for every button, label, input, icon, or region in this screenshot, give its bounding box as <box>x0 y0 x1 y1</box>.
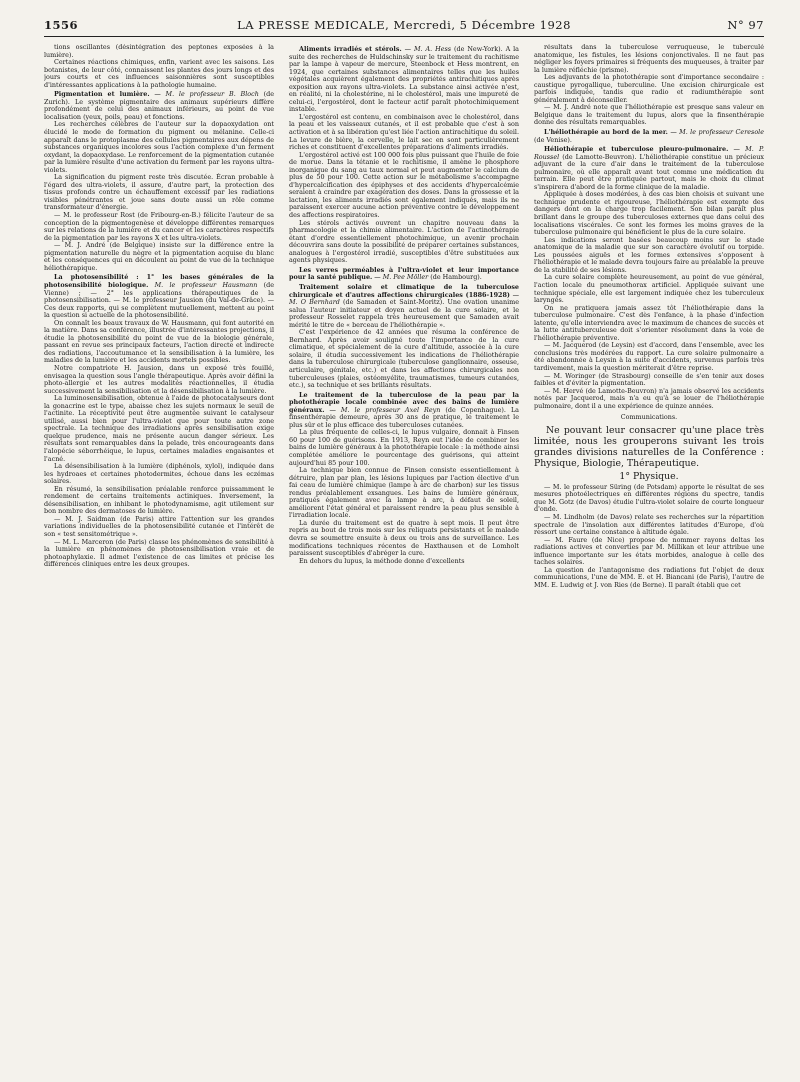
section-author: — M. Pee Möller <box>372 273 431 282</box>
section-title: Héliothérapie et tuberculose pleuro-pulmonaire. <box>544 145 729 154</box>
paragraph: Appliquée à doses modérées, à des cas bien choisis et suivant une technique prudente et rigoureuse, l'héliothérapie est exempte des dangers dont on la charge trop facilement. Son bilan paraît plus brillant dans le groupe des tuberculoses externes que dans celui des localisations viscérales. Ce sont les formes les moins graves de la tuberculose pulmonaire qui bénéficient le plus de la cure solaire. <box>534 190 764 237</box>
section-title: Traitement solaire et climatique de la tuberculose chirurgicale et d'autres affections chirurgicales (1886-1928) <box>289 282 519 299</box>
paragraph: Les recherches célèbres de l'auteur sur la dopaoxydation ont élucidé le mode de formation du pigment ou mélanine. Celle-ci apparaît dans le protoplasme des cellules pigmentaires aux dépens de substances organiques incolores sous l'action complexe d'un ferment oxydant, la dopaoxydase. Le renforcement de la pigmentation cutanée par la lumière résulte d'une activation du ferment par les rayons ultra-violets. <box>44 120 274 174</box>
paragraph: Ne pouvant leur consacrer qu'une place très limitée, nous les grouperons suivant les trois grandes divisions naturelles de la Conférence : Physique, Biologie, Thérapeutique. <box>534 424 764 469</box>
paragraph: résultats dans la tuberculose verruqueuse, le tuberculé anatomique, les fistules, les lésions conjonctivales. Il ne faut pas négliger les foyers primaires si fréquents des muqueuses, à traiter par la lumière réfléchie (prisme). <box>534 44 764 74</box>
section-title: Pigmentation et lumière. <box>54 90 150 99</box>
paragraph: On connaît les beaux travaux de W. Hausmann, qui font autorité en la matière. Dans sa conférence, illustrée d'intéressantes projections, il étudie la photosensibilité du point de vue de la biologie générale, passant en revue ses principaux facteurs, l'action directe et indirecte des radiations, l'accoutumance et la sensibilisation à la lumière, les maladies de la lumière et les accidents mortels possibles. <box>44 318 274 365</box>
section-text: (de Copenhague). La finsenthérapie demeure, après 30 ans de pratique, le traitement le plus sûr et le plus efficace des tuberculoses cutanées. <box>289 405 519 429</box>
section-author: — M. O Bernhard <box>289 290 519 307</box>
journal-title: LA PRESSE MEDICALE, Mercredi, 5 Décembre 1928 <box>237 18 571 32</box>
paragraph: L'ergostérol est contenu, en combinaison avec le cholestérol, dans la peau et les vaisseaux cutanés, et il est probable que c'est à son activation et à sa libération qu'est liée l'action antirachitique du soleil. La levure de bière, la cervelle, le lait sec en sont particulièrement riches et constituent d'excellentes préparations d'aliments irradiés. <box>289 112 519 152</box>
paragraph: En dehors du lupus, la méthode donne d'excellents <box>299 556 465 565</box>
subsection-heading: 1° Physique. <box>619 470 679 482</box>
paragraph: — M. le professeur Rost (de Fribourg-en-B.) félicite l'auteur de sa conception de la pigmentogenèse et développe différentes remarques sur les relations de la lumière et du cancer et les caractères respectifs de la pigmentation par les rayons X et les ultra-violets. <box>44 211 274 242</box>
paragraph: — M. le professeur Süring (de Potsdam) apporte le résultat de ses mesures photoélectriques en différentes régions du spectre, tandis que M. Gotz (de Davos) étudie l'ultra-violet solaire de courte longueur d'onde. <box>534 482 764 514</box>
section-author: — M. le professeur B. Bloch <box>149 90 264 99</box>
section-text: (de Hambourg). <box>430 273 482 282</box>
section-author: — M. le professeur Axel Reyn <box>324 405 446 414</box>
paragraph: Notre compatriote H. Jausion, dans un exposé très fouillé, envisagea la question sous l'angle thérapeutique. Après avoir défini la photo-allergie et les autres modalités réactionnelles, il étudia successivement la sensibilisation et la désensibilisation à la lumière. <box>44 363 274 395</box>
section-paragraph <box>289 392 519 430</box>
paragraph: — M. J. André (de Belgique) insiste sur la différence entre la pigmentation naturelle du nègre et la pigmentation acquise du blanc et les conséquences qui en découlent au point de vue de la technique héliothérapique. <box>44 241 274 272</box>
column-middle <box>289 44 519 1074</box>
paragraph: La désensibilisation à la lumière (diphénols, xylol), indiquée dans les hydroaes et certaines photodermites, échoue dans les eczémas solaires. <box>44 462 274 486</box>
paragraph: L'ergostérol activé est 100 000 fois plus puissant que l'huile de foie de morue. Dans la tétanie et le rachitisme, il amène le phosphore inorganique du sang au taux normal et peut augmenter le calcium de plus de 50 pour 100. Cette action sur le métabolisme s'accompagne d'hypercalcification des épiphyses et des accidents d'hypercalcémie seraient à craindre par exagération des doses. Dans la grossesse et la lactation, les aliments irradiés sont également indiqués, mais ils ne paraissent exercer aucune action préventive contre le développement des affections respiratoires. <box>289 150 519 220</box>
section-paragraph <box>289 284 519 329</box>
paragraph: Les stérols activés ouvrent un chapitre nouveau dans la pharmacologie et la chimie alimentaire. L'action de l'actinothérapie étant d'ordre essentiellement photochimique, un avenir prochain découvrira sans doute la possibilité de préparer certaines substances, analogues à l'ergostérol irradié, susceptibles d'être substituées aux agents physiques. <box>289 218 519 265</box>
page-header <box>44 16 764 37</box>
paragraph: La question de l'antagonisme des radiations fut l'objet de deux communications, l'une de MM. E. et H. Biancani (de Paris), l'autre de MM. E. Ludwig et J. von Ries (de Berne). Il paraît établi que cet <box>534 565 764 589</box>
paragraph: — M. Hervé (de Lamotte-Beuvron) n'a jamais observé les accidents notés par Jacquerod, mais n'a eu qu'à se louer de l'héliothérapie pulmonaire, dont il a une expérience de quinze années. <box>534 386 764 410</box>
section-title: Aliments irradiés et stérols. <box>299 45 402 53</box>
paragraph: tions oscillantes (désintégration des peptones exposées à la lumière). <box>44 44 274 59</box>
paragraph: La luminosensibilisation, obtenue à l'aide de photocatalyseurs dont la gonacrine est le type, abaisse chez les sujets normaux le seuil de l'actinite. La réceptivité peut être augmentée suivant le catalyseur utilisé, aussi bien pour l'ultra-violet que pour toute autre zone spectrale. La technique des irradiations après sensibilisation exige quelque prudence, mais ne présente aucun danger sérieux. Les résultats sont remarquables dans la pelade, très encourageants dans l'alopécie séborrhéique, le lupus, certaines maladies engaisantes et l'acné. <box>44 394 274 463</box>
section-paragraph <box>534 129 764 144</box>
paragraph: Les adjuvants de la photothérapie sont d'importance secondaire : caustique pyrogallique, tuberculine. Une excision chirurgicale est parfois indiquée, tandis que radio et radiumthérapie sont généralement à déconseiller. <box>534 73 764 104</box>
paragraph: — M. L. Marceron (de Paris) classe les phénomènes de sensibilité à la lumière en phénomènes de photosensibilisation vraie et de photoaphylaxie. Il admet l'existence de cas limites et précise les différences cliniques entre les deux groupes. <box>44 537 274 569</box>
paragraph: La signification du pigment reste très discutée. Écran probable à l'égard des ultra-violets, il assure, d'autre part, la protection des tissus profonds contre un échauffement excessif par les radiations visibles pénétrantes et joue sans doute aussi un rôle comme transformateur d'énergie. <box>44 173 274 212</box>
section-text: (de Samaden et Saint-Moritz). Une ovation unanime salua l'auteur initiateur et doyen actuel de la cure solaire, et le professeur Rosselet rappela très heureusement que Samaden avait mérité le titre de « berceau de l'héliothérapie ». <box>289 298 519 329</box>
column-right <box>534 44 764 1074</box>
paragraph: — M. Faure (de Nice) propose de nommer rayons deltas les radiations actives et converties par M. Millikan et leur attribue une influence importante sur les états morbides, analogue à celle des taches solaires. <box>534 535 764 567</box>
issue-number: N° 97 <box>727 18 764 32</box>
paragraph: Certaines réactions chimiques, enfin, varient avec les saisons. Les botanistes, de leur côté, connaissent les plantes des jours longs et des jours courts et ces influences saisonnières sont susceptibles d'intéressantes applications à la pathologie humaine. <box>44 58 274 89</box>
page-number: 1556 <box>44 18 79 32</box>
section-author: — M. A. Hess <box>401 45 455 53</box>
paragraph: En résumé, la sensibilisation préalable renforce puissamment le rendement de certains traitements actiniques. Inversement, la désensibilisation, en inhibant le photodynamisme, agit utilement sur bon nombre des dermatoses de lumière. <box>44 484 274 516</box>
section-text: (de Venise). <box>534 135 572 144</box>
section-paragraph <box>289 46 519 114</box>
section-text: (de Vienne) ; — 2° les applications thérapeutiques de la photosensibilisation. — M. le professeur Jausion (du Val-de-Grâce). — Ces deux rapports, qui se complètent mutuellement, mettent au point la question si actuelle de la photosensibilité. <box>44 280 274 320</box>
section-title: L'héliothérapie au bord de la mer. <box>544 128 668 137</box>
paragraph: — M. J. André note que l'héliothérapie est presque sans valeur en Belgique dans le traitement du lupus, alors que la finsenthérapie donne des résultats remarquables. <box>534 103 764 127</box>
section-text: (de Lamotte-Beuvron). L'héliothérapie constitue un précieux adjuvant de la cure d'air dans le traitement de la tuberculose pulmonaire, où elle apparaît avant tout comme une médication du terrain. Elle peut être pratiquée partout, mais le choix du climat s'inspirera d'abord de la forme clinique de la maladie. <box>534 152 764 191</box>
section-author: M. le professeur Hausmann <box>148 280 264 289</box>
section-author: — M. le professeur Ceresole <box>667 128 764 137</box>
paragraph: C'est l'expérience de 42 années que résuma la conférence de Bernhard. Après avoir souligné toute l'importance de la cure climatique, et spécialement de la cure d'altitude, associée à la cure solaire, il étudia successivement les indications de l'héliothérapie dans la tuberculose chirurgicale (tuberculose ganglionnaire, osseuse, articulaire, génitale, etc.) et dans les affections chirurgicales non tuberculeuses (plaies, ostéomyélite, traumatismes, tumeurs cutanées, etc.), sa technique et ses brillants résultats. <box>289 328 519 390</box>
section-paragraph <box>289 267 519 282</box>
section-text: (de New-York). A la suite des recherches de Huldschinsky sur le traitement du rachitisme par la lampe à vapeur de mercure, Steenbock et Hess montrent, en 1924, que certaines substances alimentaires telles que les huiles végétales acquièrent également des propriétés antirachitiques après exposition aux rayons ultra-violets. La substance ainsi activée n'est, en réalité, ni la cholestérine, ni le cholestérol, mais une impureté de celui-ci, l'ergostérol, dont le facteur actif paraît photochimiquement instable. <box>289 45 519 114</box>
section-author: — M. P. Roussel <box>534 145 764 161</box>
section-paragraph <box>44 91 274 121</box>
paragraph: Les indications seront basées beaucoup moins sur le stade anatomique de la maladie que sur son caractère évolutif ou torpide. Les poussées aiguës et les formes extensives s'opposent à l'héliothérapie et le malade devra toujours faire au préalable la preuve de la stabilité de ses lésions. <box>534 235 764 274</box>
section-title: Les verres perméables à l'ultra-violet et leur importance pour la santé publique. <box>289 265 519 282</box>
section-title: Le traitement de la tuberculose de la peau par la photothérapie locale combinée avec des bains de lumière généraux. <box>289 390 519 414</box>
paragraph: — M. Woringer (de Strasbourg) conseille de s'en tenir aux doses faibles et d'éviter la pigmentation. <box>534 371 764 388</box>
section-paragraph <box>44 274 274 319</box>
section-heading: Communications. <box>620 413 678 422</box>
section-paragraph <box>534 146 764 191</box>
paragraph: — M. Jacquerod (de Leysin) est d'accord, dans l'ensemble, avec les conclusions très modérées du rapport. La cure solaire pulmonaire a été abandonnée à Leysin à la suite d'accidents, survenus parfois très tardivement, mais la question mériterait d'être reprise. <box>534 341 764 372</box>
column-left <box>44 44 274 1074</box>
article-body <box>44 44 764 1074</box>
paragraph: La plus fréquente de celles-ci, le lupus vulgaire, donnait à Finsen 60 pour 100 de guérisons. En 1913, Reyn eut l'idée de combiner les bains de lumière généraux à la photothérapie locale : la méthode ainsi complétée améliore le pourcentage des guérisons, qui atteint aujourd'hui 85 pour 100. <box>289 428 519 467</box>
section-title: La photosensibilité : 1° les bases générales de la photosensibilité biologique. <box>44 273 274 289</box>
paragraph: — M. J. Saidman (de Paris) attire l'attention sur les grandes variations individuelles de la photosensibilité cutanée et l'intérêt de son « test sensitométrique ». <box>44 514 274 538</box>
section-text: (de Zurich). Le système pigmentaire des animaux supérieurs diffère profondément de celui des animaux inférieurs, au point de vue localisation (yeux, poils, peau) et fonctions. <box>44 90 274 121</box>
paragraph: La technique bien connue de Finsen consiste essentiellement à détruire, plan par plan, les lésions lupiques par l'action élective d'un fai ceau de lumière chimique (lampe à arc de charbon) sur les tissus rendus préalablement exsangues. Les bains de lumière généraux, pratiqués également avec la lampe à arc, à défaut de soleil, améliorent l'état général et paraissent rendre la peau plus sensible à l'irradiation locale. <box>289 466 519 520</box>
paragraph: La durée du traitement est de quatre à sept mois. Il peut être repris au bout de trois mois sur les reliquats persistants et le malade devra se soumettre ensuite à deux ou trois ans de surveillance. Les modifications techniques récentes de Haxthausen et de Lomholt paraissent susceptibles d'abréger la cure. <box>289 518 519 558</box>
paragraph: — M. Lindholm (de Davos) relate ses recherches sur la répartition spectrale de l'insolation aux différentes latitudes d'Europe, d'où ressort une certaine constance à altitude égale. <box>534 512 764 537</box>
paragraph: On ne pratiquera jamais assez tôt l'héliothérapie dans la tuberculose pulmonaire. C'est dès l'enfance, à la phase d'infection latente, qu'elle interviendra avec le maximum de chances de succès et la lutte antituberculeuse doit s'orienter résolument dans la voie de l'héliothérapie préventive. <box>534 303 764 342</box>
paragraph: La cure solaire complète heureusement, au point de vue général, l'action locale du pneumothorax artificiel. Appliquée suivant une technique spéciale, elle est largement indiquée chez les tuberculeux laryngés. <box>534 273 764 305</box>
